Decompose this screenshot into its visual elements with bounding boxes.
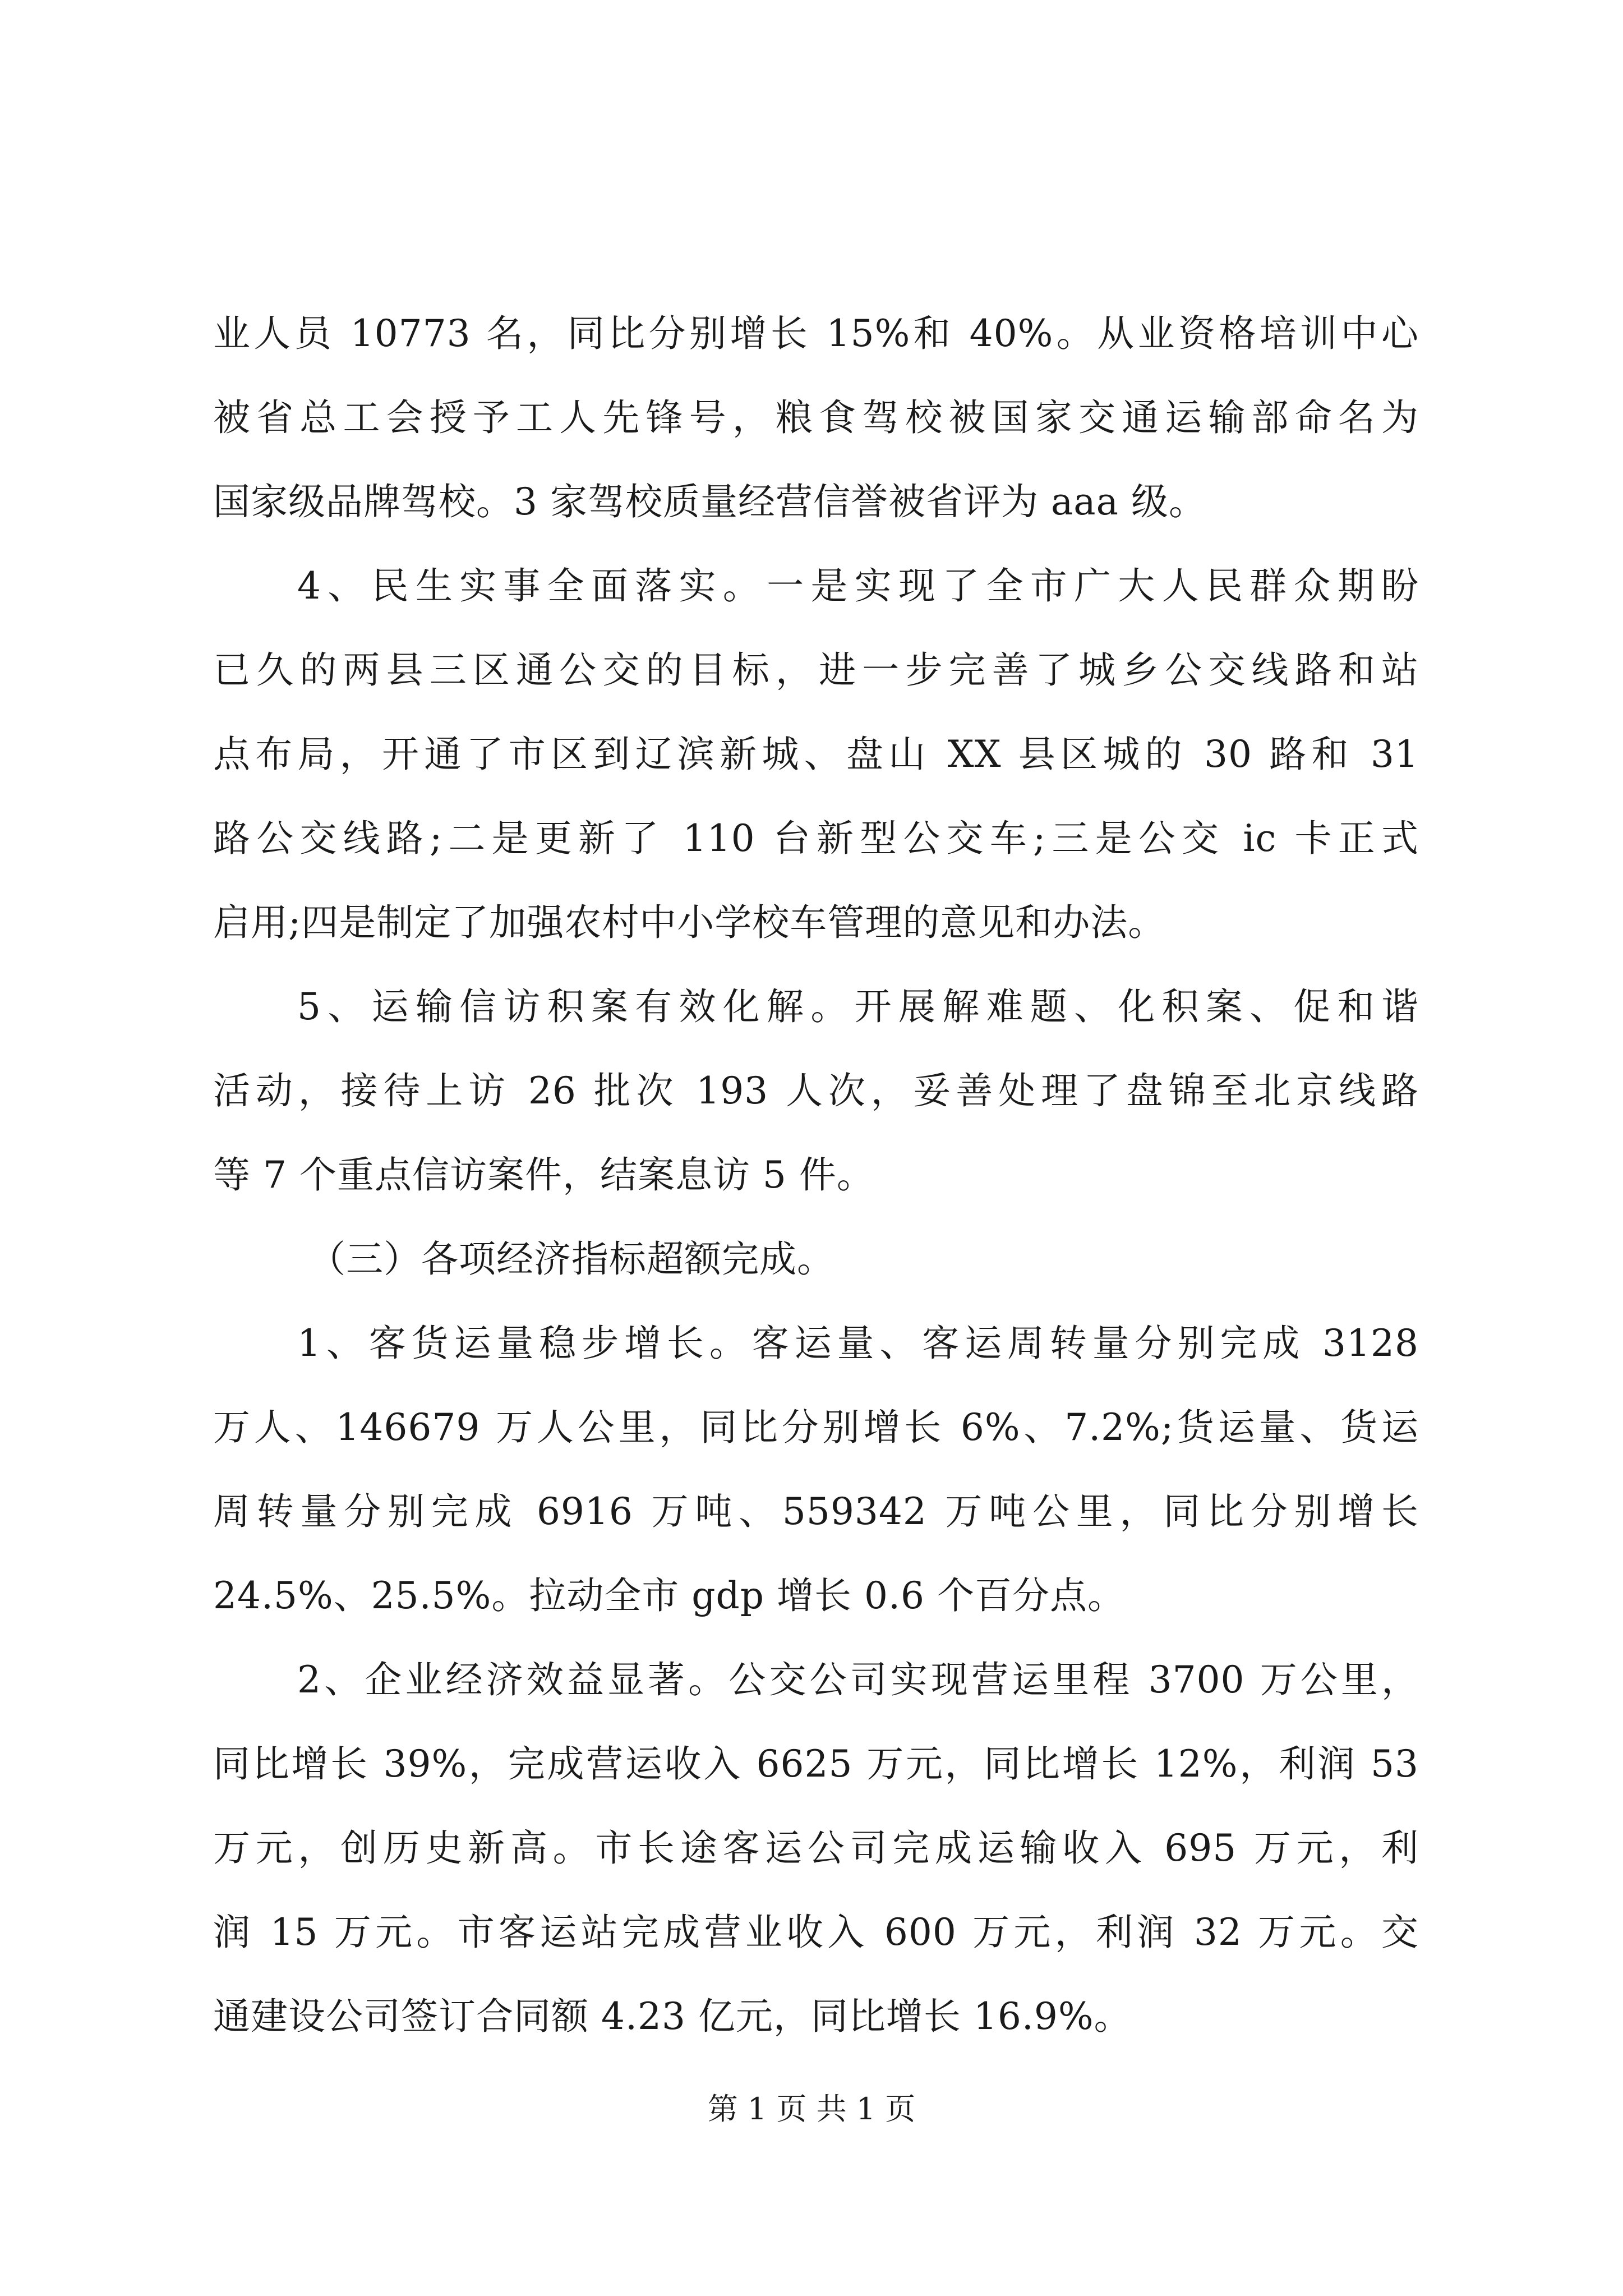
text-line: 24.5%、25.5%。拉动全市 gdp 增长 0.6 个百分点。 xyxy=(213,1574,1125,1617)
text-line: 活动，接待上访 26 批次 193 人次，妥善处理了盘锦至北京线路 xyxy=(213,1069,1419,1112)
text-line: 国家级品牌驾校。3 家驾校质量经营信誉被省评为 aaa 级。 xyxy=(213,480,1206,523)
text-line: 万元，创历史新高。市长途客运公司完成运输收入 695 万元，利 xyxy=(213,1826,1419,1870)
text-line: 周转量分别完成 6916 万吨、559342 万吨公里，同比分别增长 xyxy=(213,1490,1419,1533)
text-line: 等 7 个重点信访案件，结案息访 5 件。 xyxy=(213,1153,874,1197)
section-heading: （三）各项经济指标超额完成。 xyxy=(308,1237,834,1281)
text-line: 业人员 10773 名，同比分别增长 15%和 40%。从业资格培训中心 xyxy=(213,312,1419,355)
text-line: 润 15 万元。市客运站完成营业收入 600 万元，利润 32 万元。交 xyxy=(213,1911,1419,1954)
document-body xyxy=(213,292,1419,2059)
paragraph-5-start: 5、运输信访积案有效化解。开展解难题、化积案、促和谐 xyxy=(297,985,1419,1028)
text-line: 点布局，开通了市区到辽滨新城、盘山 XX 县区城的 30 路和 31 xyxy=(213,733,1419,776)
page-number-footer: 第 1 页 共 1 页 xyxy=(707,2091,916,2127)
text-line: 路公交线路;二是更新了 110 台新型公交车;三是公交 ic 卡正式 xyxy=(213,817,1419,860)
text-line: 同比增长 39%，完成营运收入 6625 万元，同比增长 12%，利润 53 xyxy=(213,1742,1419,1786)
text-line: 被省总工会授予工人先锋号，粮食驾校被国家交通运输部命名为 xyxy=(213,396,1419,439)
paragraph-1-start: 1、客货运量稳步增长。客运量、客运周转量分别完成 3128 xyxy=(297,1322,1419,1365)
paragraph-2-start: 2、企业经济效益显著。公交公司实现营运里程 3700 万公里， xyxy=(297,1658,1419,1701)
text-line: 万人、146679 万人公里，同比分别增长 6%、7.2%;货运量、货运 xyxy=(213,1406,1419,1449)
text-line: 通建设公司签订合同额 4.23 亿元，同比增长 16.9%。 xyxy=(213,1995,1132,2038)
text-line: 启用;四是制定了加强农村中小学校车管理的意见和办法。 xyxy=(213,901,1166,944)
text-line: 已久的两县三区通公交的目标，进一步完善了城乡公交线路和站 xyxy=(213,648,1419,692)
paragraph-4-start: 4、民生实事全面落实。一是实现了全市广大人民群众期盼 xyxy=(297,564,1419,608)
